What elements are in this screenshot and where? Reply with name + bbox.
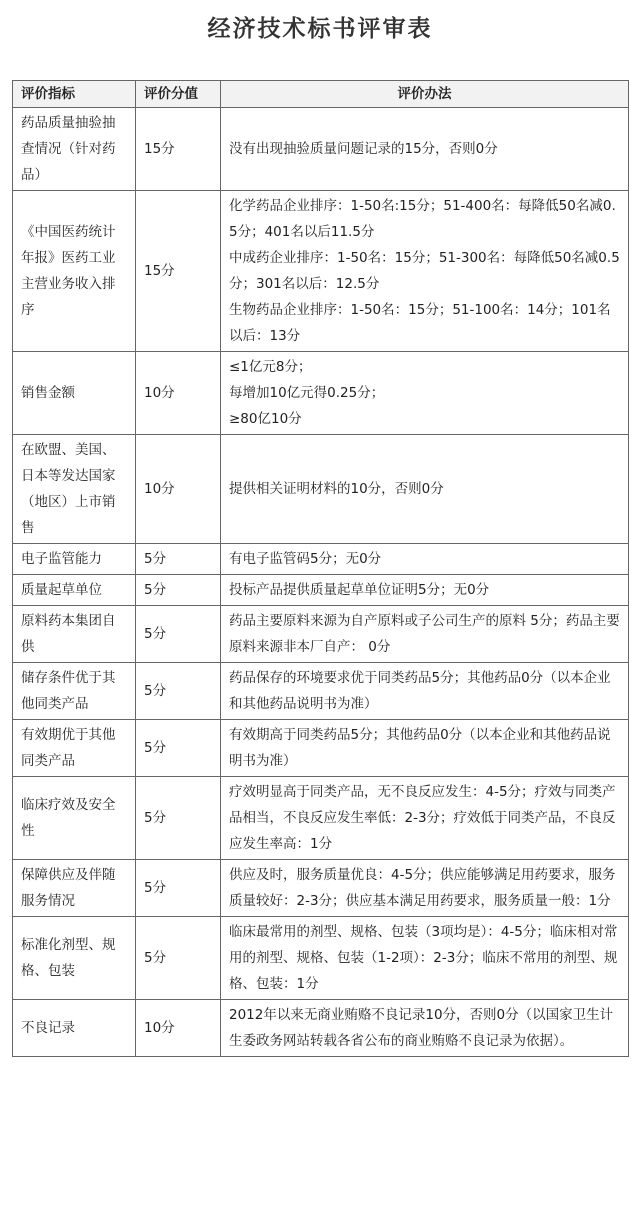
score-cell: 5分 [136,544,221,575]
table-row [13,191,629,352]
method-line: ≥80亿10分 [229,411,302,427]
score-cell: 5分 [136,917,221,1000]
table-row [13,108,629,191]
score-cell: 5分 [136,663,221,720]
score-cell: 5分 [136,860,221,917]
indicator-cell: 有效期优于其他同类产品 [13,720,136,777]
method-cell [221,352,629,435]
table-header-row [13,81,629,108]
header-method: 评价办法 [221,81,629,108]
method-cell [221,108,629,191]
table-row [13,1000,629,1057]
indicator-cell: 标准化剂型、规格、包装 [13,917,136,1000]
method-line: 有电子监管码5分；无0分 [229,551,382,567]
table-row [13,720,629,777]
method-line: 药品保存的环境要求优于同类药品5分；其他药品0分（以本企业和其他药品说明书为准） [229,670,611,712]
score-cell: 5分 [136,606,221,663]
indicator-cell: 质量起草单位 [13,575,136,606]
method-cell [221,544,629,575]
table-row [13,606,629,663]
indicator-cell: 电子监管能力 [13,544,136,575]
method-line: 疗效明显高于同类产品，无不良反应发生：4-5分；疗效与同类产品相当，不良反应发生率低：2-3分；疗效低于同类产品，不良反应发生率高：1分 [229,784,616,852]
score-cell: 10分 [136,435,221,544]
method-line: 化学药品企业排序：1-50名:15分；51-400名：每降低50名减0.5分；401名以后11.5分 [229,198,616,240]
method-cell [221,606,629,663]
indicator-cell: 保障供应及伴随服务情况 [13,860,136,917]
header-score: 评价分值 [136,81,221,108]
method-line: 每增加10亿元得0.25分； [229,385,385,401]
page-title: 经济技术标书评审表 [207,15,433,42]
method-line: 临床最常用的剂型、规格、包装（3项均是）：4-5分；临床相对常用的剂型、规格、包装（1-2项）：2-3分；临床不常用的剂型、规格、包装：1分 [229,924,618,992]
method-cell [221,860,629,917]
method-cell [221,777,629,860]
score-cell: 5分 [136,777,221,860]
method-line: 没有出现抽验质量问题记录的15分，否则0分 [229,141,498,157]
score-cell: 5分 [136,720,221,777]
method-cell [221,191,629,352]
indicator-cell: 储存条件优于其他同类产品 [13,663,136,720]
method-cell [221,435,629,544]
method-line: 生物药品企业排序：1-50名：15分；51-100名：14分；101名以后：13分 [229,302,611,344]
method-cell [221,720,629,777]
indicator-cell: 原料药本集团自供 [13,606,136,663]
method-cell [221,663,629,720]
score-cell: 5分 [136,575,221,606]
indicator-cell: 临床疗效及安全性 [13,777,136,860]
indicator-cell: 在欧盟、美国、日本等发达国家（地区）上市销售 [13,435,136,544]
method-line: 2012年以来无商业贿赂不良记录10分，否则0分（以国家卫生计生委政务网站转载各省公布的商业贿赂不良记录为依据）。 [229,1007,614,1049]
method-cell [221,1000,629,1057]
method-line: 中成药企业排序：1-50名：15分；51-300名：每降低50名减0.5分；301名以后：12.5分 [229,250,620,292]
review-table [12,80,629,1057]
table-row [13,575,629,606]
header-indicator: 评价指标 [13,81,136,108]
indicator-cell: 《中国医药统计年报》医药工业主营业务收入排序 [13,191,136,352]
method-line: 投标产品提供质量起草单位证明5分；无0分 [229,582,490,598]
score-cell: 10分 [136,1000,221,1057]
table-row [13,917,629,1000]
table-row [13,663,629,720]
method-line: 有效期高于同类药品5分；其他药品0分（以本企业和其他药品说明书为准） [229,727,611,769]
indicator-cell: 销售金额 [13,352,136,435]
method-line: 供应及时，服务质量优良：4-5分；供应能够满足用药要求，服务质量较好：2-3分；供应基本满足用药要求，服务质量一般：1分 [229,867,616,909]
method-line: 药品主要原料来源为自产原料或子公司生产的原料 5分；药品主要原料来源非本厂自产： 0分 [229,613,620,655]
method-line: ≤1亿元8分； [229,359,312,375]
table-row [13,544,629,575]
score-cell: 15分 [136,108,221,191]
indicator-cell: 药品质量抽验抽查情况（针对药品） [13,108,136,191]
method-cell [221,575,629,606]
table-row [13,777,629,860]
score-cell: 15分 [136,191,221,352]
method-cell [221,917,629,1000]
table-row [13,435,629,544]
table-row [13,860,629,917]
indicator-cell: 不良记录 [13,1000,136,1057]
table-row [13,352,629,435]
method-line: 提供相关证明材料的10分，否则0分 [229,481,444,497]
score-cell: 10分 [136,352,221,435]
